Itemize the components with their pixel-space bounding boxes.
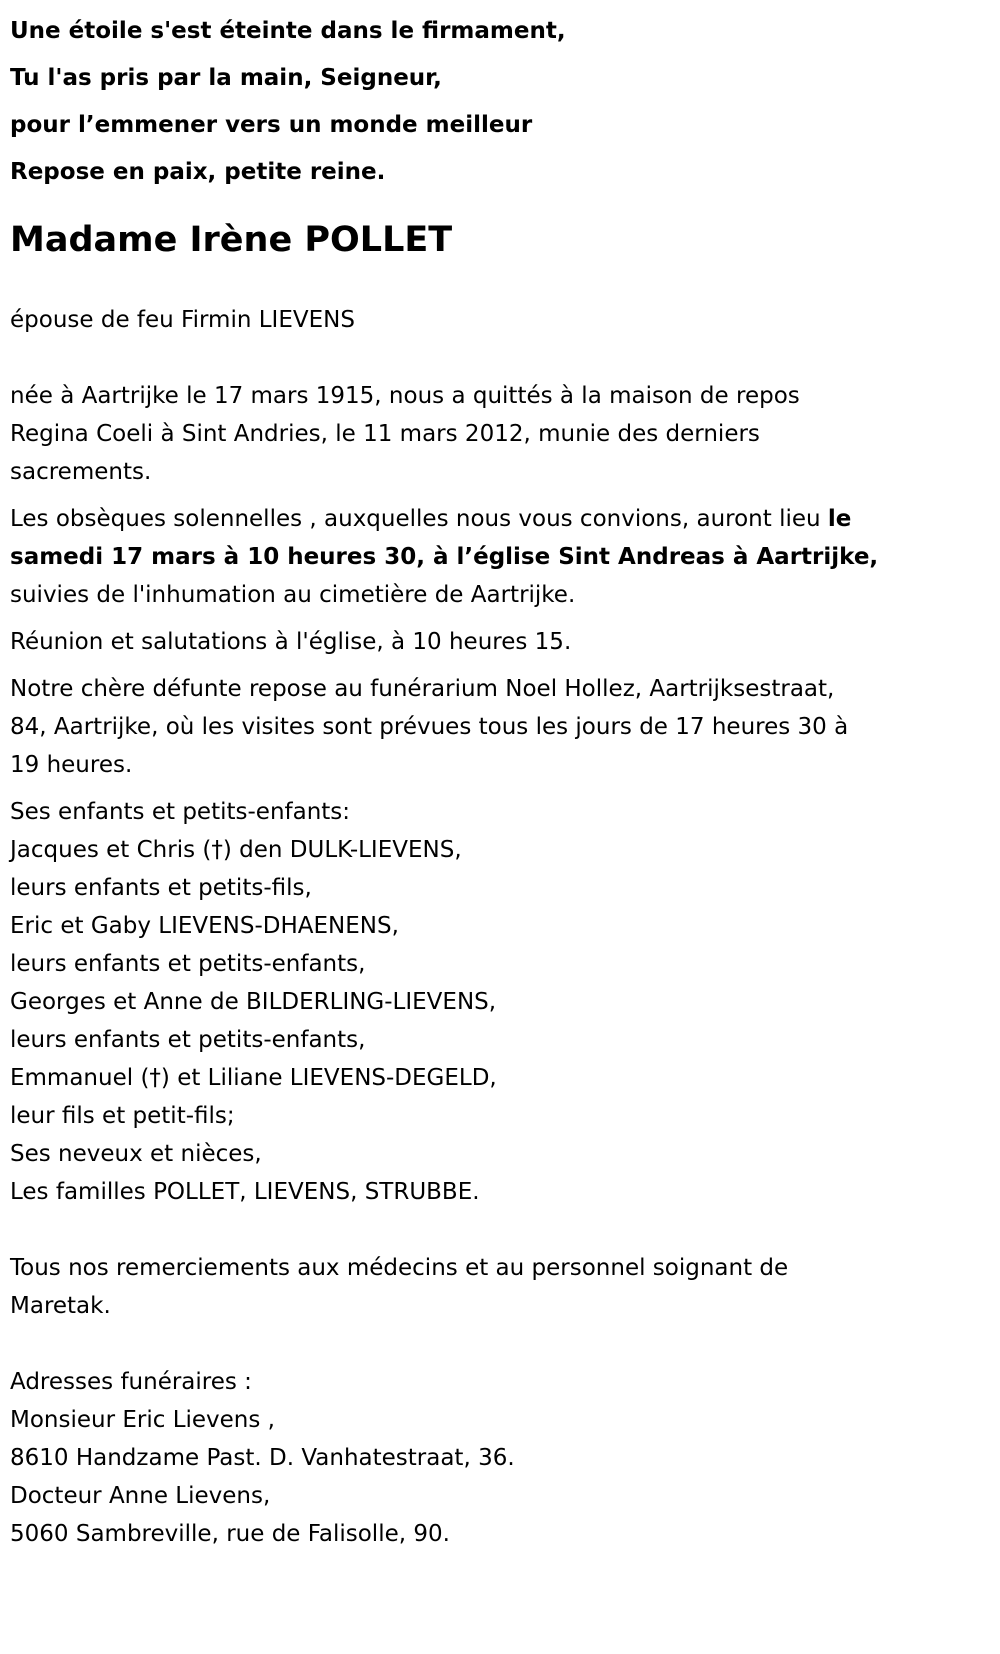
funeral-date-emphasis: le — [827, 506, 852, 532]
thanks-paragraph — [10, 1249, 990, 1325]
text-line: 84, Aartrijke, où les visites sont prévues tous les jours de 17 heures 30 à — [10, 714, 849, 740]
address-line: Adresses funéraires : — [10, 1369, 252, 1395]
poem-block — [10, 0, 990, 196]
text-line: suivies de l'inhumation au cimetière de Aartrijke. — [10, 582, 576, 608]
address-line: Docteur Anne Lievens, — [10, 1483, 271, 1509]
text-line: Notre chère défunte repose au funérarium Noel Hollez, Aartrijksestraat, — [10, 676, 835, 702]
address-line: Monsieur Eric Lievens , — [10, 1407, 275, 1433]
funeral-intro-text: Les obsèques solennelles , auxquelles nous vous convions, auront lieu — [10, 506, 828, 532]
family-line: Emmanuel (†) et Liliane LIEVENS-DEGELD, — [10, 1065, 497, 1091]
address-line: 5060 Sambreville, rue de Falisolle, 90. — [10, 1521, 450, 1547]
family-list — [10, 793, 990, 1211]
family-line: Les familles POLLET, LIEVENS, STRUBBE. — [10, 1179, 480, 1205]
poem-line: Repose en paix, petite reine. — [10, 159, 386, 185]
text-line: Regina Coeli à Sint Andries, le 11 mars 2012, munie des derniers — [10, 421, 760, 447]
poem-line: Une étoile s'est éteinte dans le firmament, — [10, 18, 566, 44]
text-line: née à Aartrijke le 17 mars 1915, nous a quittés à la maison de repos — [10, 383, 800, 409]
deceased-name: Madame Irène POLLET — [10, 220, 453, 260]
family-line: leurs enfants et petits-enfants, — [10, 1027, 366, 1053]
text-line: Réunion et salutations à l'église, à 10 heures 15. — [10, 629, 572, 655]
family-line: Jacques et Chris (†) den DULK-LIEVENS, — [10, 837, 462, 863]
text-line: Maretak. — [10, 1293, 111, 1319]
addresses-block — [10, 1363, 990, 1553]
text-line: sacrements. — [10, 459, 152, 485]
text-line: 19 heures. — [10, 752, 133, 778]
text-line — [10, 538, 990, 576]
poem-line: pour l’emmener vers un monde meilleur — [10, 112, 533, 138]
poem-line: Tu l'as pris par la main, Seigneur, — [10, 65, 442, 91]
text-line: Tous nos remerciements aux médecins et au personnel soignant de — [10, 1255, 789, 1281]
address-line: 8610 Handzame Past. D. Vanhatestraat, 36. — [10, 1445, 515, 1471]
funeral-date-emphasis: samedi 17 mars à 10 heures 30, à l’église Sint Andreas à Aartrijke, — [10, 544, 879, 570]
family-line: Ses enfants et petits-enfants: — [10, 799, 351, 825]
spouse-line: épouse de feu Firmin LIEVENS — [10, 307, 355, 333]
family-line: leurs enfants et petits-fils, — [10, 875, 312, 901]
funerarium-paragraph — [10, 670, 990, 784]
family-line: Georges et Anne de BILDERLING-LIEVENS, — [10, 989, 497, 1015]
text-line — [10, 500, 990, 538]
funeral-paragraph — [10, 500, 990, 614]
family-line: leurs enfants et petits-enfants, — [10, 951, 366, 977]
family-line: Eric et Gaby LIEVENS-DHAENENS, — [10, 913, 399, 939]
meeting-paragraph — [10, 623, 990, 661]
family-line: Ses neveux et nièces, — [10, 1141, 262, 1167]
family-line: leur fils et petit-fils; — [10, 1103, 235, 1129]
birth-death-paragraph — [10, 377, 990, 491]
